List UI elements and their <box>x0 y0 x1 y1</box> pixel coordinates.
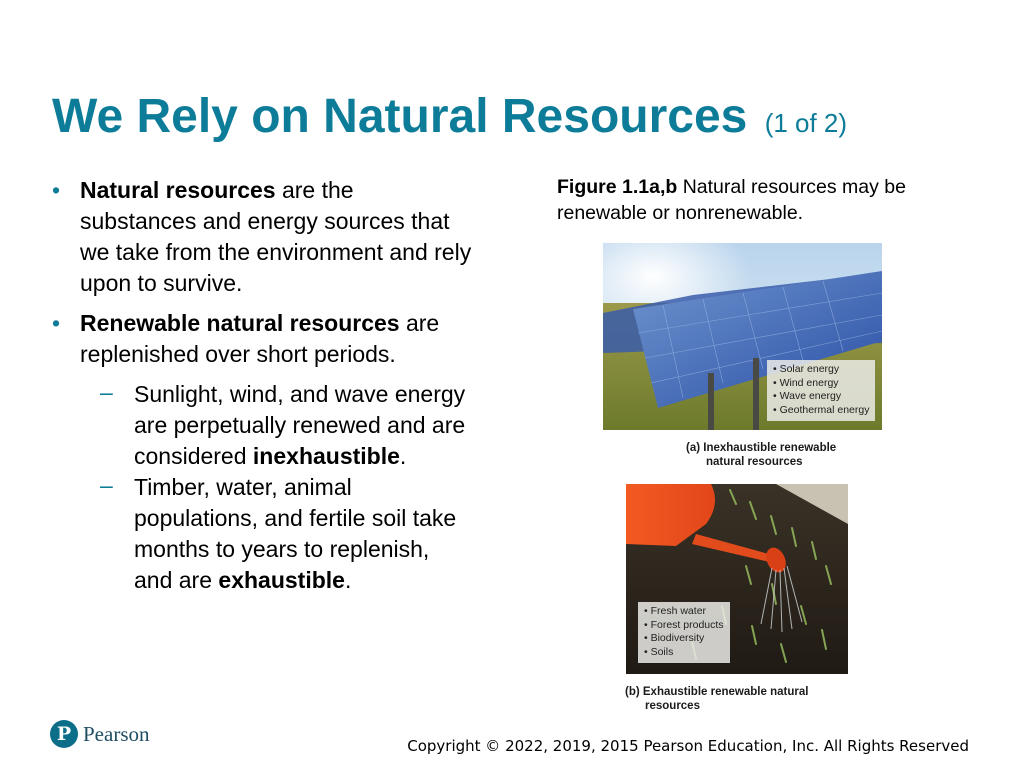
sub-bullet-marker: – <box>100 472 113 498</box>
sub-bullet-term: inexhaustible <box>252 443 400 469</box>
legend-item: • Biodiversity <box>644 632 705 644</box>
figure-label-b-line1: (b) Exhaustible renewable natural <box>625 686 809 698</box>
legend-item: • Solar energy <box>773 363 840 375</box>
pearson-logo-icon: P <box>50 720 78 748</box>
figure-label-b-line2: resources <box>645 700 700 712</box>
solar-legend <box>767 360 875 421</box>
bullet-list <box>52 175 472 596</box>
exhaustible-legend <box>638 602 730 663</box>
slide-title-suffix: (1 of 2) <box>764 108 848 138</box>
figure-label-a-line1: (a) Inexhaustible renewable <box>686 442 837 454</box>
legend-item: • Fresh water <box>644 605 707 617</box>
legend-item: • Geothermal energy <box>773 403 870 416</box>
bullet-marker: • <box>52 310 61 336</box>
bullet-marker: • <box>52 177 61 203</box>
figure-label-b <box>625 685 808 713</box>
bullet-term: Natural resources <box>80 177 276 203</box>
pearson-logo <box>50 720 150 748</box>
bullet-term: Renewable natural resources <box>80 310 400 336</box>
bullet-item <box>52 308 472 370</box>
bullet-item <box>52 175 472 299</box>
legend-item: • Soils <box>644 645 674 658</box>
figure-label-a <box>686 441 836 469</box>
bullet-text: are replenished over short periods. <box>80 310 440 367</box>
watering-can-photo <box>626 484 848 674</box>
slide-title <box>52 88 847 146</box>
legend-item: • Forest products <box>644 618 724 631</box>
bullet-text: are the substances and energy sources that we take from the environment and rely upon to survive. <box>80 177 472 296</box>
sub-bullet-item <box>52 472 472 596</box>
figure-label-a-line2: natural resources <box>706 456 803 468</box>
legend-item: • Wave energy <box>773 390 842 402</box>
sub-bullet-end: . <box>344 567 352 593</box>
sub-bullet-marker: – <box>100 379 113 405</box>
figure-caption <box>557 174 987 226</box>
sub-bullet-item <box>52 379 472 472</box>
legend-item: • Wind energy <box>773 376 839 389</box>
figure-caption-label: Figure 1.1a,b <box>557 176 678 198</box>
slide-title-text: We Rely on Natural Resources <box>52 90 748 143</box>
figure-caption-text: Natural resources may be renewable or nonrenewable. <box>557 176 906 224</box>
copyright-notice: Copyright © 2022, 2019, 2015 Pearson Education, Inc. All Rights Reserved <box>407 737 969 755</box>
sub-bullet-text: Sunlight, wind, and wave energy are perpetually renewed and are considered <box>134 381 466 469</box>
sub-bullet-term: exhaustible <box>218 567 345 593</box>
sub-bullet-end: . <box>399 443 407 469</box>
sub-bullet-text: Timber, water, animal populations, and fertile soil take months to years to replenish, and are <box>134 474 457 593</box>
solar-panel-photo <box>603 243 882 430</box>
pearson-logo-text: Pearson <box>83 721 150 746</box>
